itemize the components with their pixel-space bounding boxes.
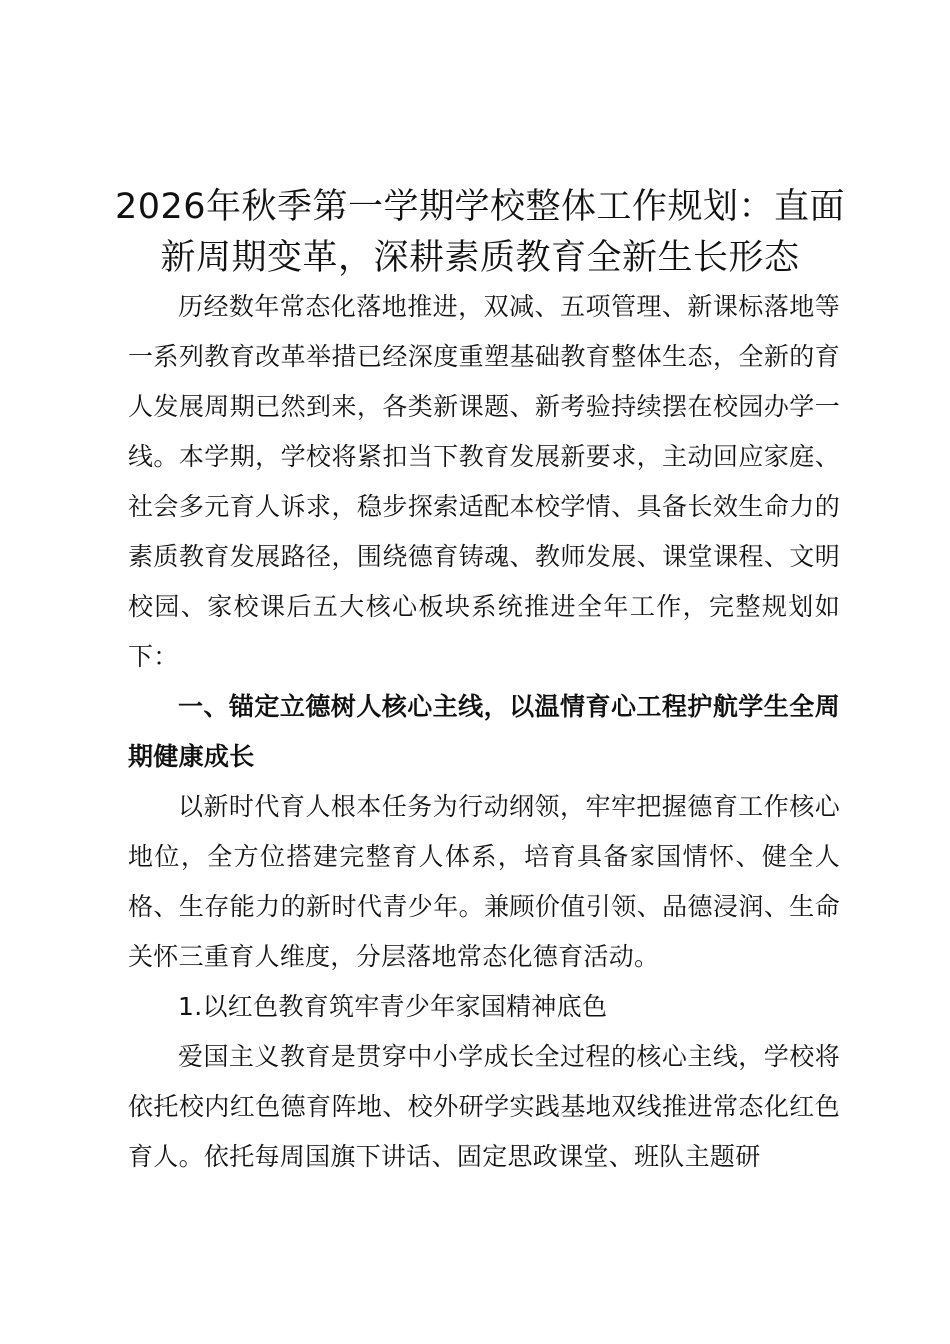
section-heading-1: 一、锚定立德树人核心主线，以温情育心工程护航学生全周期健康成长 (128, 692, 840, 771)
section-paragraph-1: 以新时代育人根本任务为行动纲领，牢牢把握德育工作核心地位，全方位搭建完整育人体系，培育具备家国情怀、健全人格、生存能力的新时代青少年。兼顾价值引领、品德浸润、生命关怀三重育人维度，分层落地常态化德育活动。 (128, 792, 840, 971)
document-title: 2026年秋季第一学期学校整体工作规划：直面新周期变革，深耕素质教育全新生长形态 (114, 187, 846, 278)
subsection-heading-1: 1.以红色教育筑牢青少年家国精神底色 (178, 992, 608, 1021)
subsection-paragraph-1: 爱国主义教育是贯穿中小学成长全过程的核心主线，学校将依托校内红色德育阵地、校外研学实践基地双线推进常态化红色育人。依托每周国旗下讲话、固定思政课堂、班队主题研 (128, 1042, 840, 1171)
intro-paragraph: 历经数年常态化落地推进，双减、五项管理、新课标落地等一系列教育改革举措已经深度重塑基础教育整体生态，全新的育人发展周期已然到来，各类新课题、新考验持续摆在校园办学一线。本学期，学校将紧扣当下教育发展新要求，主动回应家庭、社会多元育人诉求，稳步探索适配本校学情、具备长效生命力的素质教育发展路径，围绕德育铸魂、教师发展、课堂课程、文明校园、家校课后五大核心板块系统推进全年工作，完整规划如下： (128, 292, 840, 671)
document-body (128, 282, 840, 1182)
